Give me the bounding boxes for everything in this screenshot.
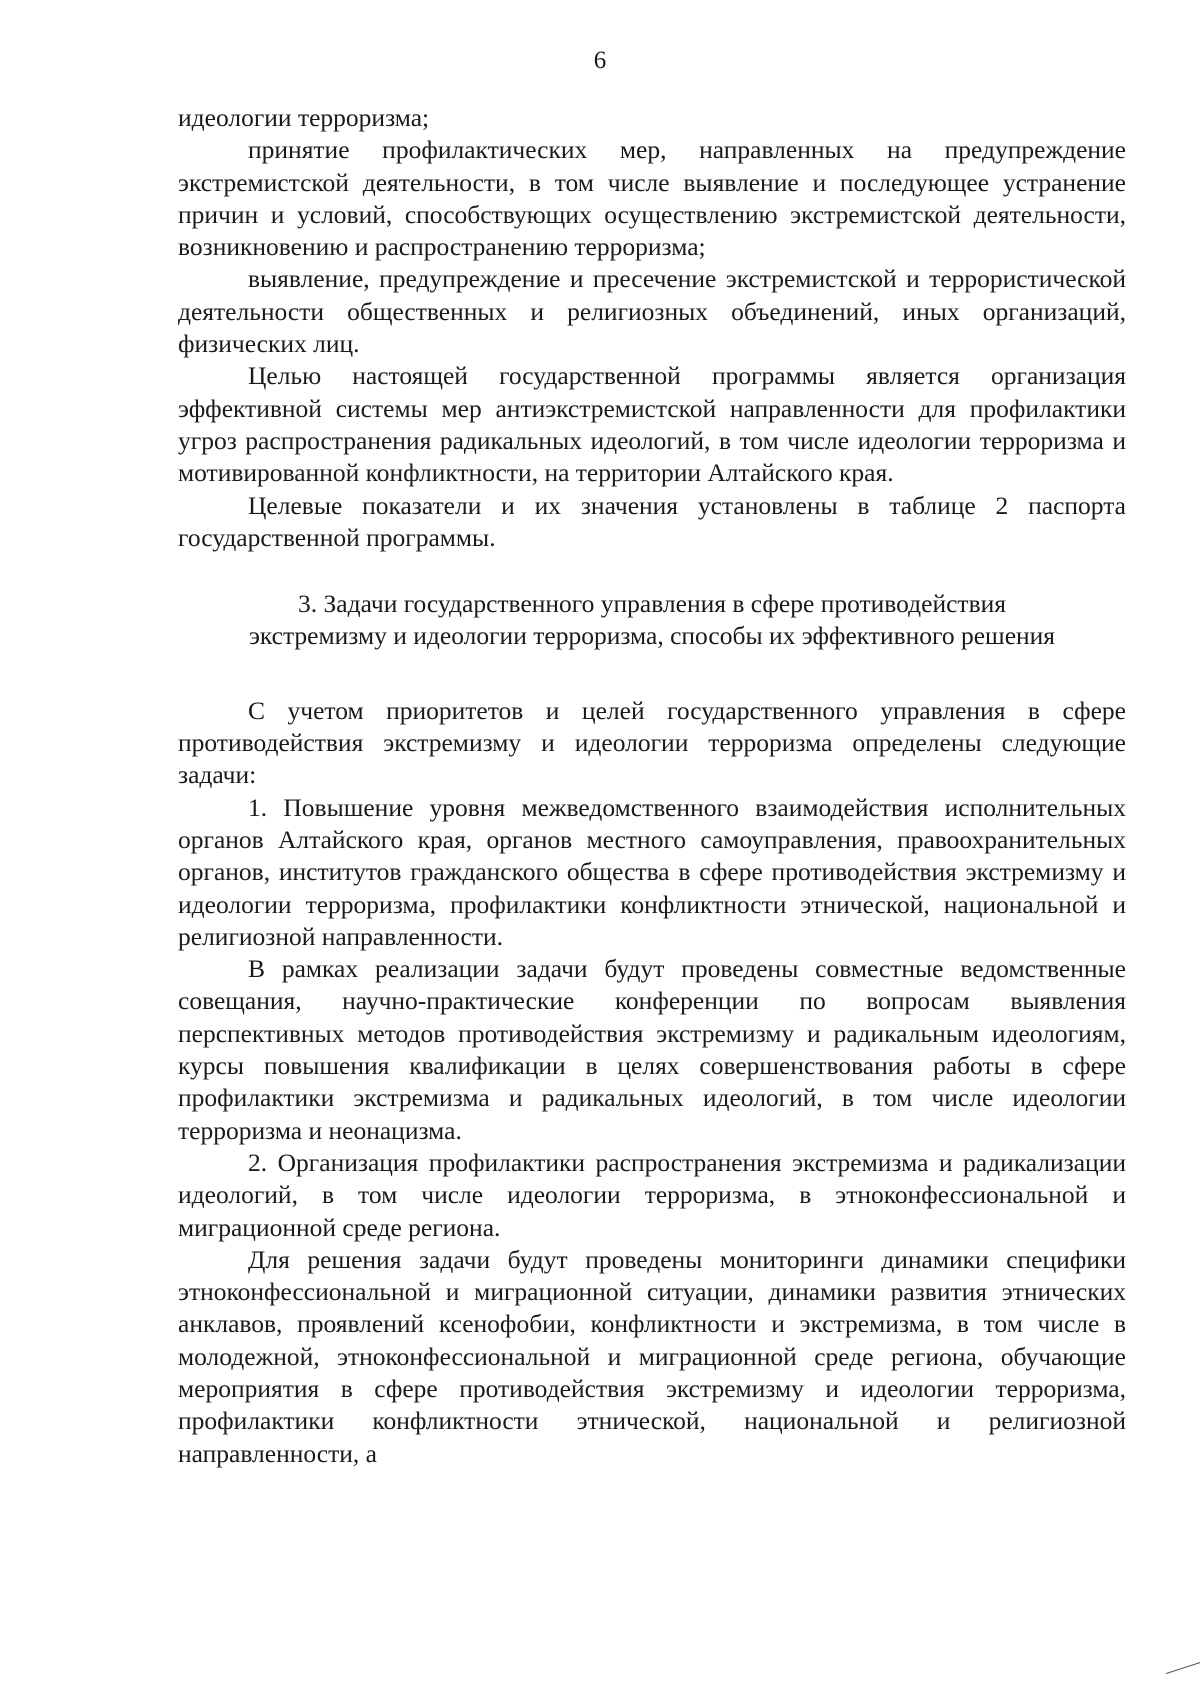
paragraph: выявление, предупреждение и пресечение экстремистской и террористической деятельности общественных и религиозных объединений, иных организаций, физических лиц. <box>178 264 1126 359</box>
page-number: 6 <box>593 47 607 74</box>
section-heading-line-2: экстремизму и идеологии терроризма, способы их эффективного решения <box>248 621 1056 651</box>
paragraph: принятие профилактических мер, направленных на предупреждение экстремистской деятельности, в том числе выявление и последующее устранение причин и условий, способствующих осуществлению экстремистской деятельности, возникновению и распространению терроризма; <box>178 135 1126 262</box>
paragraphs-after-heading <box>178 695 1126 1470</box>
margin-pen-mark <box>1166 1662 1200 1687</box>
section-heading <box>178 588 1126 653</box>
paragraphs-before-heading <box>178 102 1126 554</box>
paragraph: Целью настоящей государственной программы является организация эффективной системы мер антиэкстремистской направленности для профилактики угроз распространения радикальных идеологий, в том числе идеологии терроризма и мотивированной конфликтности, на территории Алтайского края. <box>178 361 1126 488</box>
document-body <box>178 102 1126 1470</box>
paragraph: Для решения задачи будут проведены мониторинги динамики специфики этноконфессиональной и миграционной ситуации, динамики развития этнических анклавов, проявлений ксенофобии, конфликтности и экстремизма, в том числе в молодежной, этноконфессиональной и миграционной среде региона, обучающие мероприятия в сфере противодействия экстремизму и идеологии терроризма, профилактики конфликтности этнической, национальной и религиозной направленности, а <box>178 1244 1126 1468</box>
paragraph: 1. Повышение уровня межведомственного взаимодействия исполнительных органов Алтайского края, органов местного самоуправления, правоохранительных органов, институтов гражданского общества в сфере противодействия экстремизму и идеологии терроризма, профилактики конфликтности этнической, национальной и религиозной направленности. <box>178 792 1126 951</box>
paragraph: Целевые показатели и их значения установлены в таблице 2 паспорта государственной программы. <box>178 490 1126 552</box>
section-heading-line-1: 3. Задачи государственного управления в сфере противодействия <box>298 589 1006 619</box>
paragraph: 2. Организация профилактики распространения экстремизма и радикализации идеологий, в том числе идеологии терроризма, в этноконфессиональной и миграционной среде региона. <box>178 1147 1126 1242</box>
paragraph: идеологии терроризма; <box>178 103 430 132</box>
paragraph: С учетом приоритетов и целей государственного управления в сфере противодействия экстремизму и идеологии терроризма определены следующие задачи: <box>178 695 1126 790</box>
paragraph: В рамках реализации задачи будут проведены совместные ведомственные совещания, научно-практические конференции по вопросам выявления перспективных методов противодействия экстремизму и радикальным идеологиям, курсы повышения квалификации в целях совершенствования работы в сфере профилактики экстремизма и радикальных идеологий, в том числе идеологии терроризма и неонацизма. <box>178 954 1126 1145</box>
